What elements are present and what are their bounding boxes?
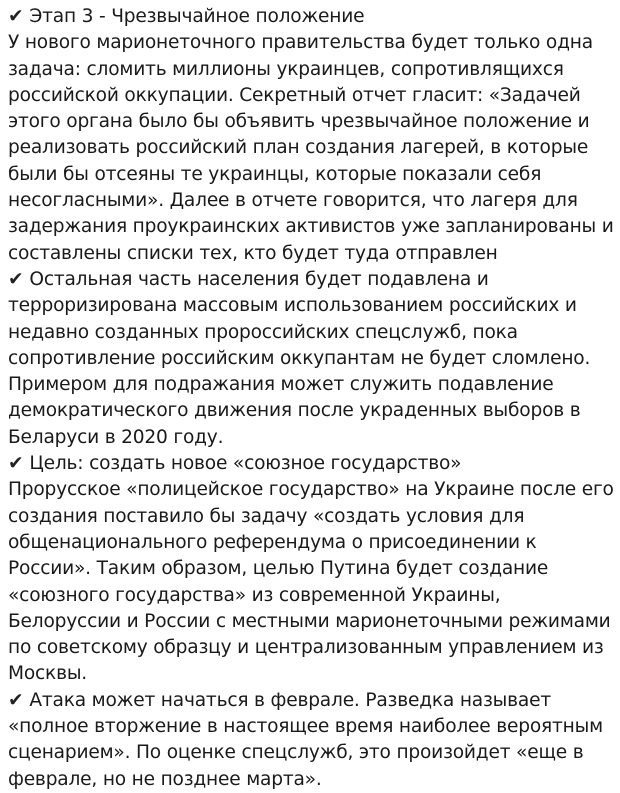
check-mark-icon: ✔ xyxy=(8,268,24,290)
paragraph-text: Этап 3 - Чрезвычайное положение У нового марионеточного правительства будет только одна задача: сломить миллионы украинцев, сопротивлящихся российской оккупации. Секретный отчет гласит: «Задачей этого органа было бы объявить чрезвычайное положение и реализовать российский план создания лагерей, в которые были бы отсеяны те украинцы, которые показали себя несогласными». Далее в отчете говорится, что лагеря для задержания проукраинских активистов уже запланированы и составлены списки тех, кто будет туда отправлен xyxy=(8,6,614,264)
check-mark-icon: ✔ xyxy=(8,453,24,475)
check-mark-icon: ✔ xyxy=(8,689,24,711)
paragraph-suppression xyxy=(8,267,614,451)
paragraph-text: Атака может начаться в феврале. Разведка называет «полное вторжение в настоящее время наиболее вероятным сценарием». По оценке спецслужб, это произойдет «еще в феврале, но не позднее марта». xyxy=(8,689,603,790)
paragraph-text: Остальная часть населения будет подавлена и терроризирована массовым использованием российских и недавно созданных пророссийских спецслужб, пока сопротивление российским оккупантам не будет сломлено. Примером для подражания может служить подавление демократического движения после украденных выборов в Беларуси в 2020 году. xyxy=(8,268,591,448)
paragraph-text: Цель: создать новое «союзное государство» Прорусское «полицейское государство» на Украине после его создания поставило бы задачу «создать условия для общенационального референдума о присоединении к России». Таким образом, целью Путина будет создание «союзного государства» из современной Украины, Белоруссии и России с местными марионеточными режимами по советскому образцу и централизованным управлением из Москвы. xyxy=(8,453,614,685)
check-mark-icon: ✔ xyxy=(8,6,24,27)
paragraph-attack-timing xyxy=(8,688,614,793)
paragraph-union-state xyxy=(8,451,614,688)
paragraph-stage-3 xyxy=(8,4,614,267)
